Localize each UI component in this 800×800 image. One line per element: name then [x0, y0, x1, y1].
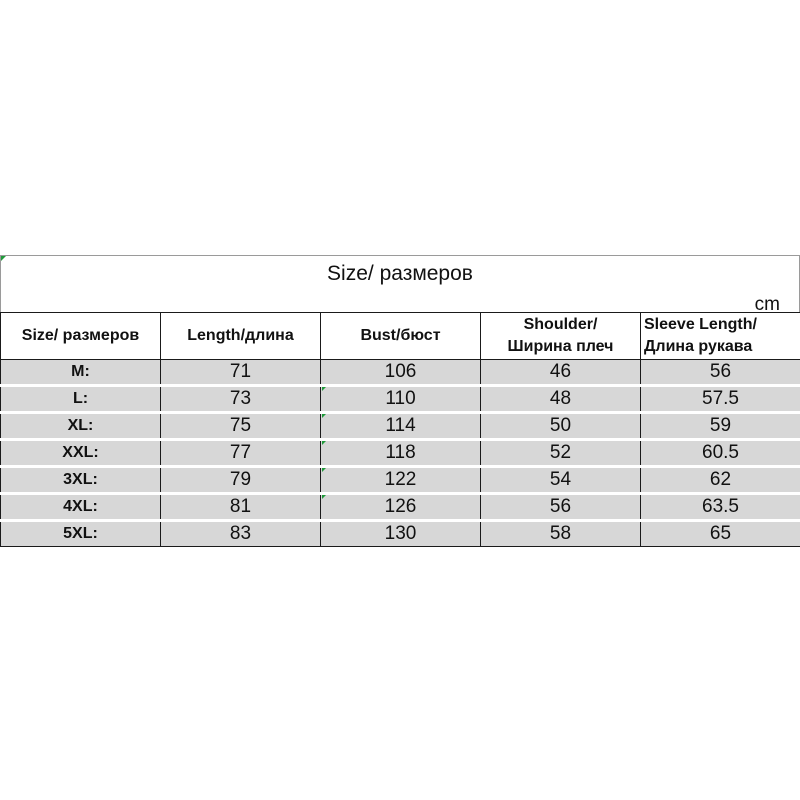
column-header-shoulder: Shoulder/ Ширина плеч: [481, 313, 641, 360]
shoulder-cell: 52: [481, 440, 641, 467]
size-cell: M:: [1, 360, 161, 386]
shoulder-cell: 48: [481, 386, 641, 413]
sleeve-length-cell: 65: [641, 521, 800, 547]
bust-cell: 118: [321, 440, 481, 467]
length-cell: 81: [161, 494, 321, 521]
size-chart-title: Size/ размеров: [327, 262, 473, 285]
cell-comment-marker: [322, 387, 326, 391]
shoulder-cell: 50: [481, 413, 641, 440]
table-header-row: [1, 313, 800, 360]
shoulder-cell: 46: [481, 360, 641, 386]
cell-comment-marker: [1, 256, 6, 261]
table-row: [1, 386, 800, 413]
sleeve-length-cell: 62: [641, 467, 800, 494]
table-row: [1, 413, 800, 440]
bust-cell: 122: [321, 467, 481, 494]
length-cell: 73: [161, 386, 321, 413]
unit-label: cm: [754, 294, 780, 315]
length-cell: 75: [161, 413, 321, 440]
length-cell: 77: [161, 440, 321, 467]
column-header-size: Size/ размеров: [1, 313, 161, 360]
size-chart: [0, 255, 800, 547]
size-cell: 3XL:: [1, 467, 161, 494]
cell-comment-marker: [322, 414, 326, 418]
bust-cell: 130: [321, 521, 481, 547]
table-row: [1, 467, 800, 494]
column-header-length: Length/длина: [161, 313, 321, 360]
size-cell: L:: [1, 386, 161, 413]
sleeve-length-cell: 57.5: [641, 386, 800, 413]
table-row: [1, 494, 800, 521]
cell-comment-marker: [322, 468, 326, 472]
sleeve-length-cell: 60.5: [641, 440, 800, 467]
bust-cell: 126: [321, 494, 481, 521]
table-row: [1, 360, 800, 386]
table-row: [1, 521, 800, 547]
size-table: [0, 312, 800, 547]
length-cell: 71: [161, 360, 321, 386]
length-cell: 83: [161, 521, 321, 547]
shoulder-cell: 58: [481, 521, 641, 547]
table-row: [1, 440, 800, 467]
sleeve-length-cell: 63.5: [641, 494, 800, 521]
column-header-bust: Bust/бюст: [321, 313, 481, 360]
bust-cell: 110: [321, 386, 481, 413]
cell-comment-marker: [322, 495, 326, 499]
size-cell: 5XL:: [1, 521, 161, 547]
length-cell: 79: [161, 467, 321, 494]
sleeve-length-cell: 59: [641, 413, 800, 440]
shoulder-cell: 54: [481, 467, 641, 494]
cell-comment-marker: [322, 441, 326, 445]
shoulder-cell: 56: [481, 494, 641, 521]
column-header-sleeve-length: Sleeve Length/ Длина рукава: [641, 313, 800, 360]
size-cell: 4XL:: [1, 494, 161, 521]
sleeve-length-cell: 56: [641, 360, 800, 386]
bust-cell: 114: [321, 413, 481, 440]
size-cell: XXL:: [1, 440, 161, 467]
size-chart-header-box: [0, 255, 800, 315]
size-cell: XL:: [1, 413, 161, 440]
bust-cell: 106: [321, 360, 481, 386]
